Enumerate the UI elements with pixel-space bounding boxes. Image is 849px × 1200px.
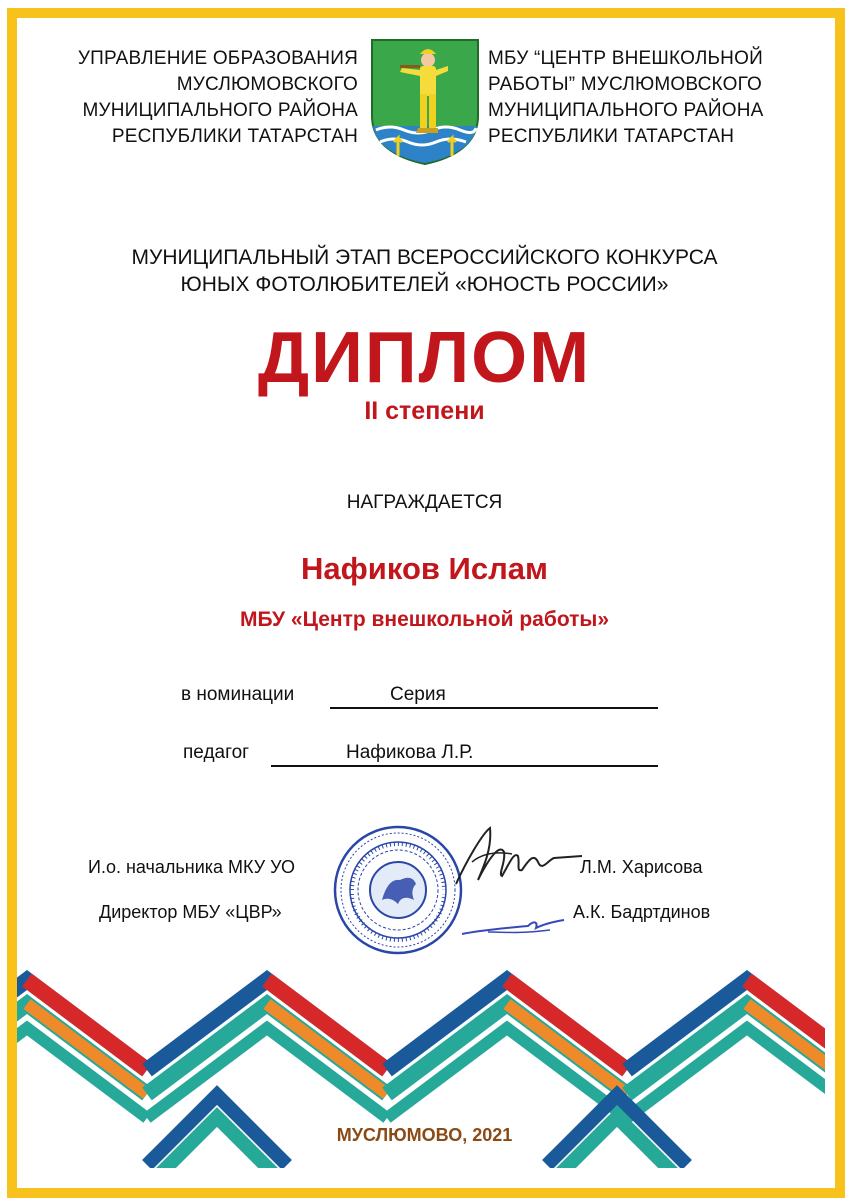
nomination-value: Серия xyxy=(390,684,446,705)
header-left-line: РЕСПУБЛИКИ ТАТАРСТАН xyxy=(111,126,358,147)
signature-scribble-2-icon xyxy=(458,910,568,940)
header-left-line: МУНИЦИПАЛЬНОГО РАЙОНА xyxy=(82,100,358,121)
official-seal-icon xyxy=(332,824,464,956)
signature-role-2: Директор МБУ «ЦВР» xyxy=(99,902,282,922)
header-left-line: МУСЛЮМОВСКОГО xyxy=(176,74,358,95)
recipient-organization: МБУ «Центр внешкольной работы» xyxy=(239,608,610,631)
contest-title xyxy=(0,244,849,298)
header-left-line: УПРАВЛЕНИЕ ОБРАЗОВАНИЯ xyxy=(77,48,358,69)
teacher-value: Нафикова Л.Р. xyxy=(346,742,474,763)
contest-line: ЮНЫХ ФОТОЛЮБИТЕЛЕЙ «ЮНОСТЬ РОССИИ» xyxy=(180,273,669,296)
teacher-label: педагог xyxy=(183,742,250,763)
diploma-degree: II степени xyxy=(364,397,485,425)
city-year: МУСЛЮМОВО, 2021 xyxy=(336,1125,513,1145)
recipient-name: Нафиков Ислам xyxy=(301,551,548,586)
header-right-line: МУНИЦИПАЛЬНОГО РАЙОНА xyxy=(488,100,764,121)
signature-role-1: И.о. начальника МКУ УО xyxy=(88,857,296,877)
teacher-field xyxy=(271,742,658,767)
header-right-line: РЕСПУБЛИКИ ТАТАРСТАН xyxy=(488,126,735,147)
header-right-line: РАБОТЫ” МУСЛЮМОВСКОГО xyxy=(488,74,762,95)
contest-line: МУНИЦИПАЛЬНЫЙ ЭТАП ВСЕРОССИЙСКОГО КОНКУРСА xyxy=(131,246,718,269)
awarded-label: НАГРАЖДАЕТСЯ xyxy=(346,492,503,513)
header-right-org xyxy=(488,46,818,150)
ornament-row-top xyxy=(17,980,825,1118)
signature-name-2: А.К. Бадртдинов xyxy=(573,902,711,922)
signature-name-1: Л.М. Харисова xyxy=(580,857,703,877)
diploma-title: ДИПЛОМ xyxy=(257,318,592,398)
nomination-field xyxy=(330,684,658,709)
nomination-label: в номинации xyxy=(181,684,295,705)
header-right-line: МБУ “ЦЕНТР ВНЕШКОЛЬНОЙ xyxy=(488,48,763,69)
coat-of-arms-icon xyxy=(370,38,480,166)
signature-scribble-1-icon xyxy=(448,822,588,892)
header-left-org xyxy=(40,46,358,150)
